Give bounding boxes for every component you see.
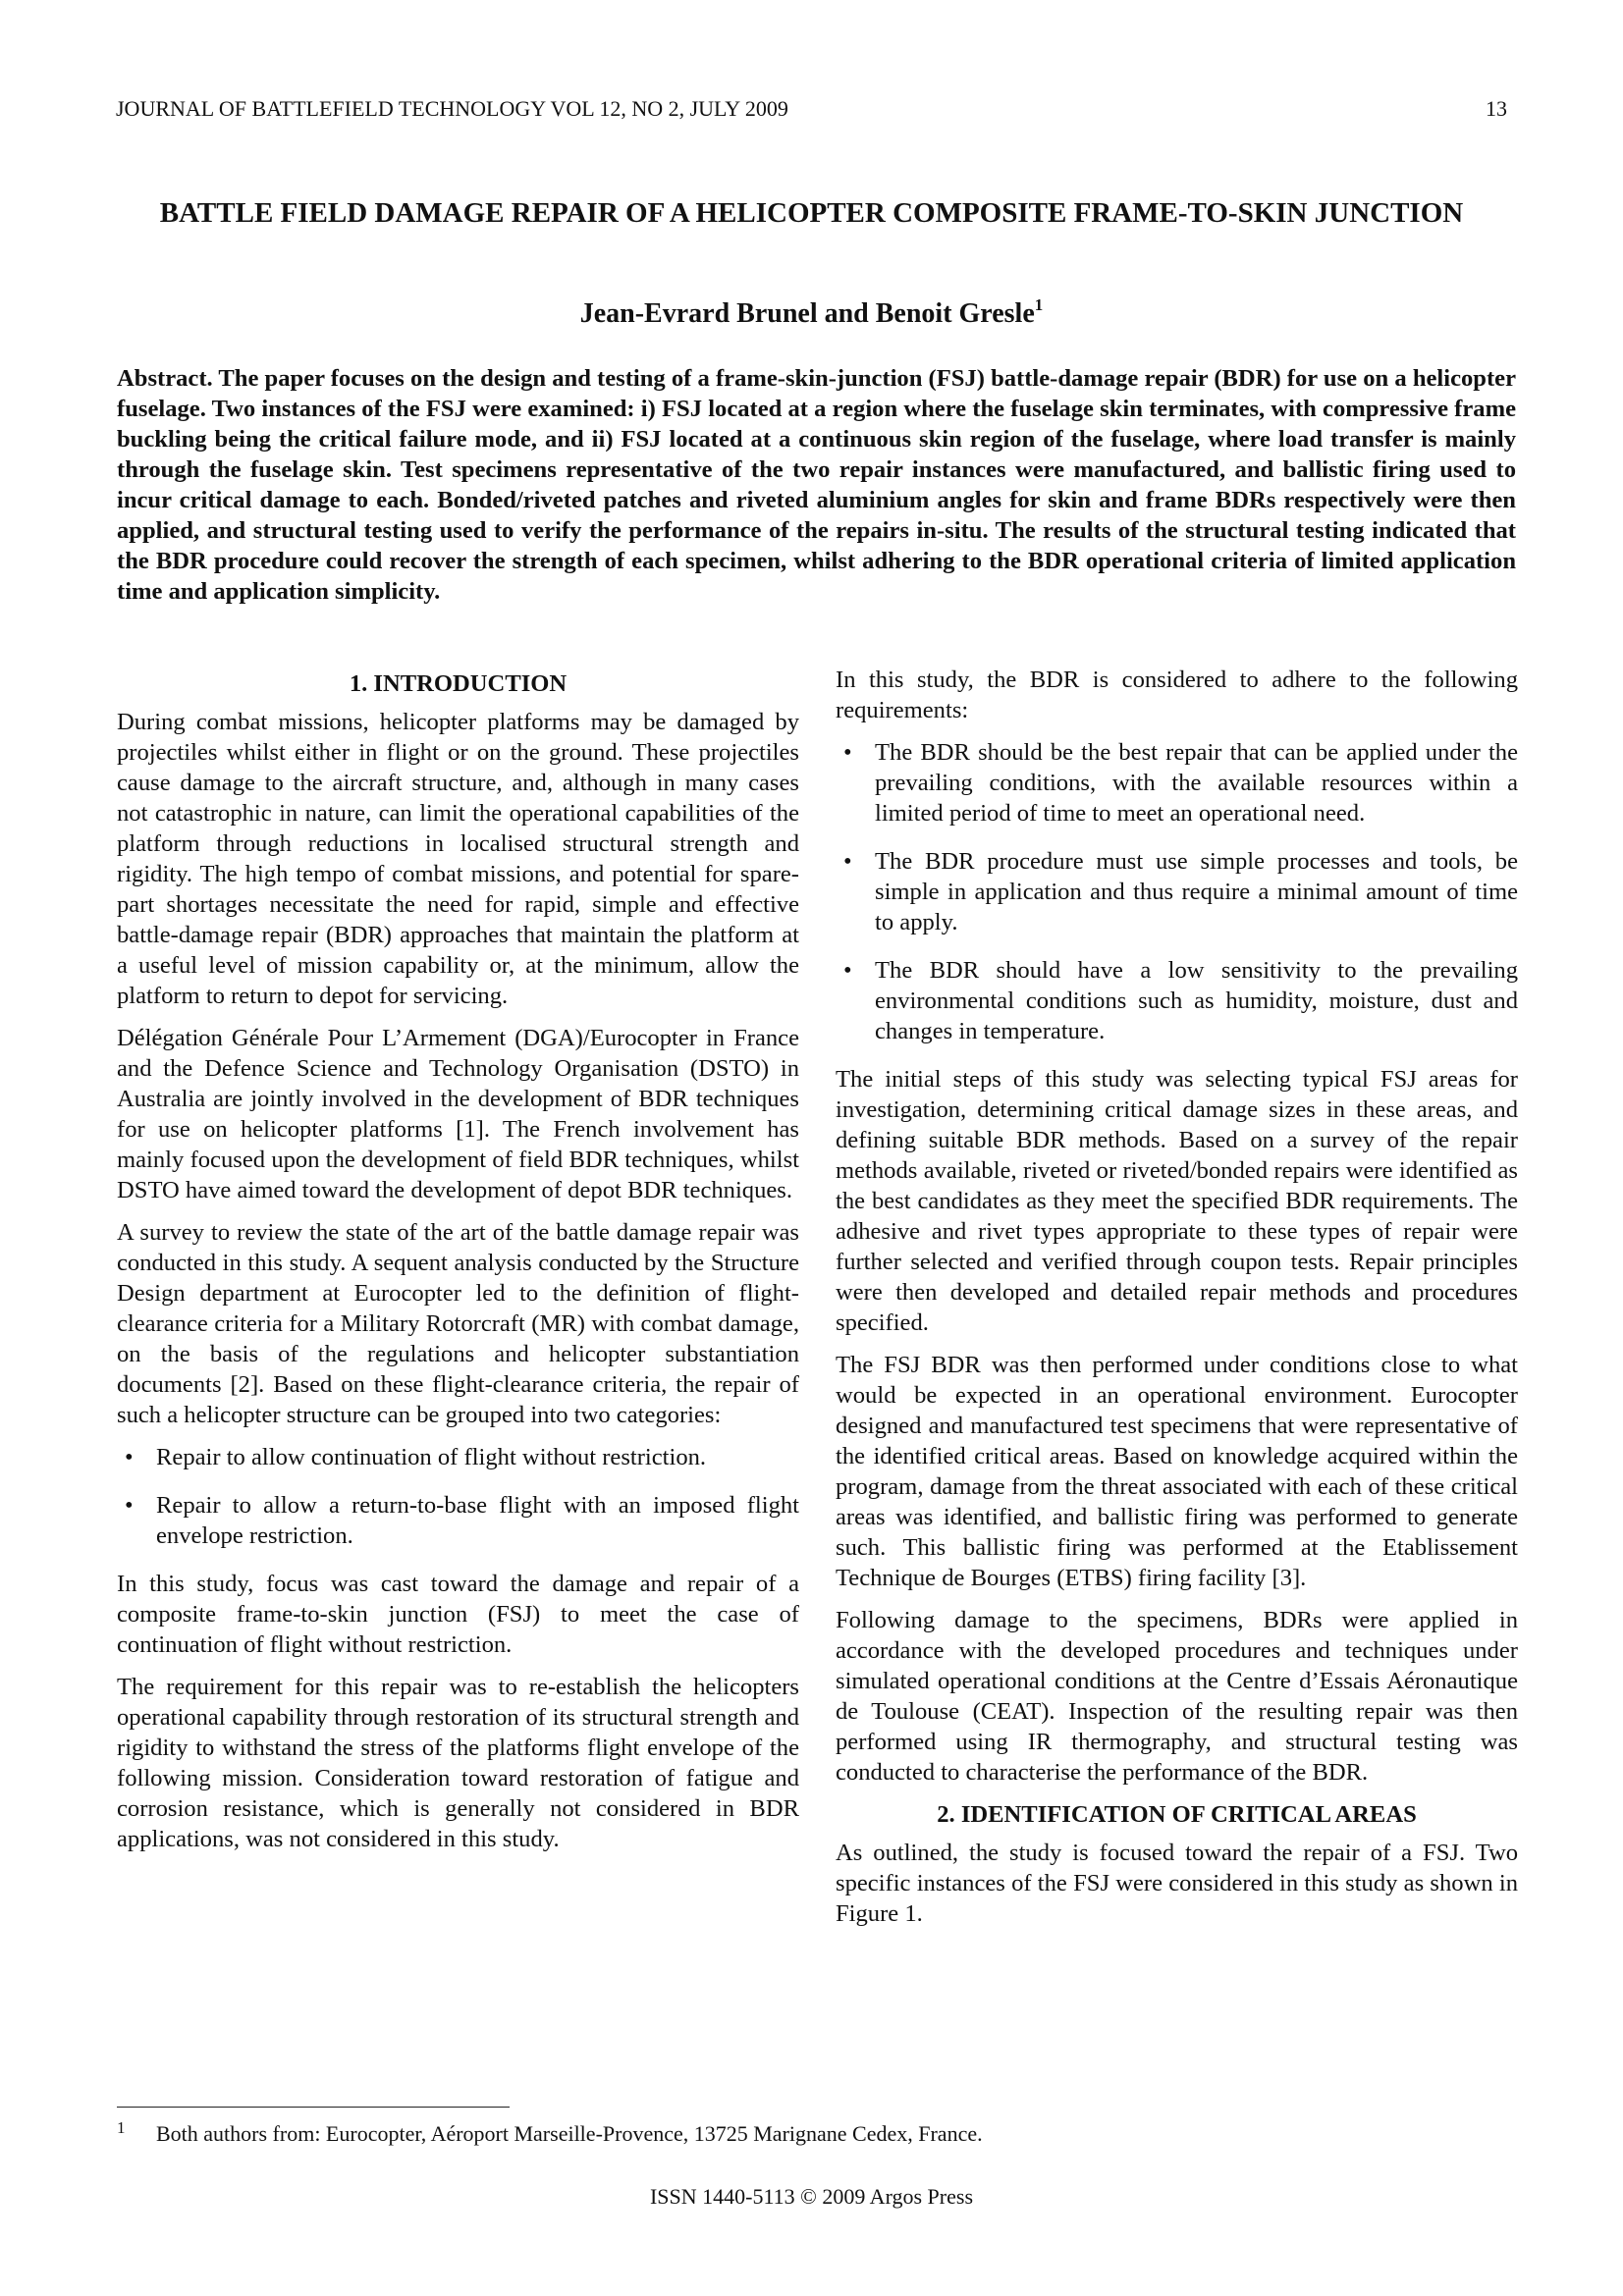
list-item-text: The BDR procedure must use simple processes and tools, be simple in application and thus require a minimal amount of time to apply. [875,848,1518,935]
bullet-icon: • [843,848,852,875]
paragraph: Following damage to the specimens, BDRs were applied in accordance with the developed procedures and techniques under simulated operational conditions at the Centre d’Essais Aéronautique de Toulouse (CEAT). Inspection of the resulting repair was then performed using IR thermography, and structural testing was conducted to characterise the performance of the BDR. [836,1607,1518,1786]
left-column [117,665,799,1866]
footnote [117,2120,1507,2148]
list-item-text: Repair to allow a return-to-base flight with an imposed flight envelope restriction. [156,1492,799,1549]
paragraph: As outlined, the study is focused toward the repair of a FSJ. Two specific instances of the FSJ were considered in this study as shown in Figure 1. [836,1840,1518,1927]
paragraph: The requirement for this repair was to re-establish the helicopters operational capability through restoration of its structural strength and rigidity to withstand the stress of the platforms flight envelope of the following mission. Consideration toward restoration of fatigue and corrosion resistance, which is generally not considered in BDR applications, was not considered in this study. [117,1674,799,1852]
abstract: Abstract. The paper focuses on the design and testing of a frame-skin-junction (FSJ) battle-damage repair (BDR) for use on a helicopter fuselage. Two instances of the FSJ were examined: i) FSJ located at a region where the fuselage skin terminates, with compressive frame buckling being the critical failure mode, and ii) FSJ located at a continuous skin region of the fuselage, where load transfer is mainly through the fuselage skin. Test specimens representative of the two repair instances were manufactured, and ballistic firing used to incur critical damage to each. Bonded/riveted patches and riveted aluminium angles for skin and frame BDRs respectively were then applied, and structural testing used to verify the performance of the repairs in-situ. The results of the structural testing indicated that the BDR procedure could recover the strength of each specimen, whilst adhering to the BDR operational criteria of limited application time and application simplicity. [117,365,1516,605]
paragraph: In this study, the BDR is considered to adhere to the following requirements: [836,667,1518,723]
paragraph: The initial steps of this study was selecting typical FSJ areas for investigation, determining critical damage sizes in these areas, and defining suitable BDR methods. Based on a survey of the repair methods available, riveted or riveted/bonded repairs were identified as the best candidates as they meet the specified BDR requirements. The adhesive and rivet types appropriate to these types of repair were further selected and verified through coupon tests. Repair principles were then developed and detailed repair methods and procedures specified. [836,1066,1518,1336]
right-column [836,665,1518,1941]
author-names: Jean-Evrard Brunel and Benoit Gresle [579,298,1035,329]
footnote-mark: 1 [117,2118,126,2137]
page-number: 13 [1486,96,1507,121]
paragraph: During combat missions, helicopter platforms may be damaged by projectiles whilst either in flight or on the ground. These projectiles cause damage to the aircraft structure, and, although in many cases not catastrophic in nature, can limit the operational capabilities of the platform through reductions in localised structural strength and rigidity. The high tempo of combat missions, and potential for spare-part shortages necessitate the need for rapid, simple and effective battle-damage repair (BDR) approaches that maintain the platform at a useful level of mission capability or, at the minimum, allow the platform to return to depot for servicing. [117,709,799,1009]
bullet-list [117,1442,799,1551]
list-item [836,955,1518,1046]
paragraph: Délégation Générale Pour L’Armement (DGA)/Eurocopter in France and the Defence Science and Technology Organisation (DSTO) in Australia are jointly involved in the development of BDR techniques for use on helicopter platforms [1]. The French involvement has mainly focused upon the development of field BDR techniques, whilst DSTO have aimed toward the development of depot BDR techniques. [117,1025,799,1203]
author-footnote-mark: 1 [1034,295,1044,314]
paragraph: The FSJ BDR was then performed under conditions close to what would be expected in an operational environment. Eurocopter designed and manufactured test specimens that were representative of the identified critical areas. Based on knowledge acquired within the program, damage from the threat associated with each of these critical areas was identified, and ballistic firing was performed to generate such. This ballistic firing was performed at the Etablissement Technique de Bourges (ETBS) firing facility [3]. [836,1352,1518,1591]
list-item-text: The BDR should be the best repair that can be applied under the prevailing conditions, with the available resources within a limited period of time to meet an operational need. [875,739,1518,827]
list-item [117,1490,799,1551]
journal-name: JOURNAL OF BATTLEFIELD TECHNOLOGY VOL 12, NO 2, JULY 2009 [116,96,788,121]
page-footer: ISSN 1440-5113 © 2009 Argos Press [649,2184,974,2209]
footnote-text: Both authors from: Eurocopter, Aéroport Marseille-Provence, 13725 Marignane Cedex, France. [156,2121,983,2146]
bullet-icon: • [125,1444,134,1470]
section-heading-critical-areas: 2. IDENTIFICATION OF CRITICAL AREAS [937,1801,1417,1828]
paper-title: BATTLE FIELD DAMAGE REPAIR OF A HELICOPTER COMPOSITE FRAME-TO-SKIN JUNCTION [159,197,1464,229]
author-line [0,295,1623,330]
list-item-text: Repair to allow continuation of flight without restriction. [156,1444,707,1470]
bullet-icon: • [843,739,852,766]
footnote-divider [117,2107,510,2108]
bullet-icon: • [843,957,852,984]
section-heading-introduction: 1. INTRODUCTION [349,670,568,697]
list-item-text: The BDR should have a low sensitivity to the prevailing environmental conditions such as humidity, moisture, dust and changes in temperature. [875,957,1518,1044]
paragraph: In this study, focus was cast toward the damage and repair of a composite frame-to-skin junction (FSJ) to meet the case of continuation of flight without restriction. [117,1571,799,1658]
list-item [117,1442,799,1472]
running-header [116,96,1507,122]
bullet-list [836,737,1518,1046]
paragraph: A survey to review the state of the art of the battle damage repair was conducted in this study. A sequent analysis conducted by the Structure Design department at Eurocopter led to the definition of flight-clearance criteria for a Military Rotorcraft (MR) with combat damage, on the basis of the regulations and helicopter substantiation documents [2]. Based on these flight-clearance criteria, the repair of such a helicopter structure can be grouped into two categories: [117,1219,799,1428]
list-item [836,737,1518,828]
list-item [836,846,1518,937]
bullet-icon: • [125,1492,134,1519]
